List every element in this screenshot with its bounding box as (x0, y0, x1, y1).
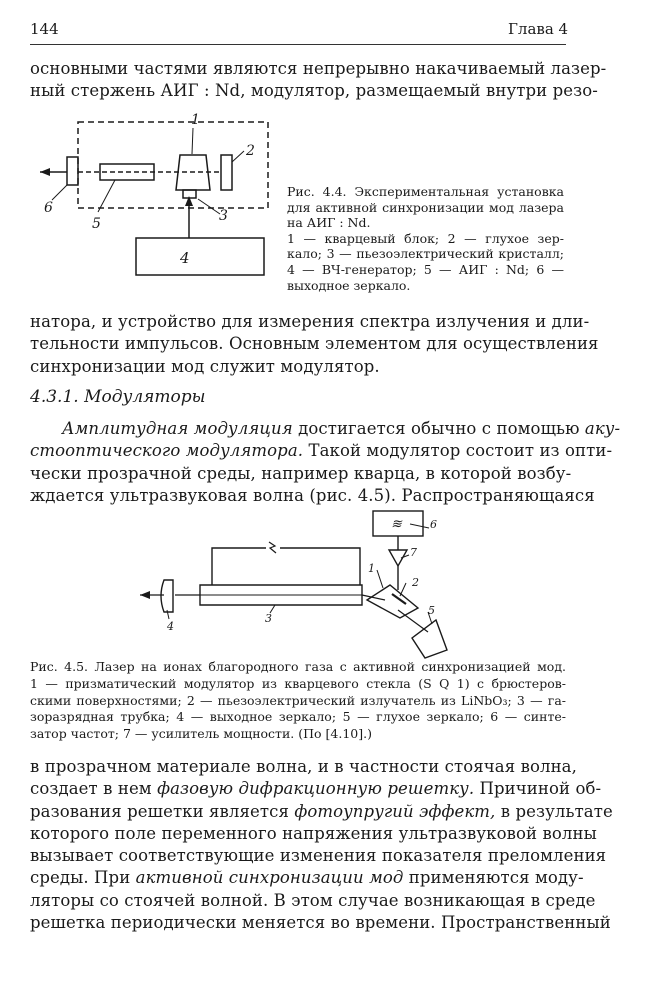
text-span: создает в нем (30, 779, 158, 799)
text-span: среды. При (30, 868, 136, 888)
text-line: чески прозрачной среды, например кварца, в которой возбу- (30, 463, 572, 483)
text-line (30, 778, 602, 800)
rear-mirror-5 (412, 620, 447, 658)
caption-line: на АИГ : Nd. (287, 215, 371, 231)
fig44-label-4: 4 (180, 249, 190, 267)
text-line (30, 801, 613, 823)
text-span: разования решетки является (30, 801, 295, 821)
text-line: которого поле переменного напряжения ультразвуковой волны (30, 823, 597, 843)
power-amplifier (389, 550, 407, 566)
fig45-label-1: 1 (368, 562, 375, 575)
text-span: Причиной об- (474, 779, 602, 799)
text-span: достигается обычно с помощью (292, 419, 585, 438)
text-line: синхронизации мод служит модулятор. (30, 356, 380, 376)
fig44-label-6: 6 (44, 200, 53, 216)
fig45-label-3: 3 (265, 612, 272, 625)
output-arrow-icon (140, 591, 150, 599)
paragraph-4 (30, 756, 613, 934)
piezo-transducer (392, 594, 406, 604)
text-line: основными частями являются непрерывно накачиваемый лазер- (30, 59, 607, 78)
caption-line: скими поверхностями; 2 — пьезоэлектрический излучатель из LiNbO₃; 3 — га- (30, 692, 566, 708)
fig45-label-4: 4 (167, 620, 174, 633)
text-line: ждается ультразвуковая волна (рис. 4.5). Распространяющаяся (30, 485, 595, 505)
section-heading: 4.3.1. Модуляторы (30, 387, 206, 407)
caption-line: 4 — ВЧ-генератор; 5 — АИГ : Nd; 6 — (287, 261, 564, 277)
text-line: решетка периодически меняется во времени. Пространственный (30, 913, 611, 933)
caption-line: Рис. 4.4. Экспериментальная установка (287, 184, 564, 199)
text-line: в прозрачном материале волна, и в частности стоячая волна, (30, 757, 577, 776)
caption-line: 1 — призматический модулятор из кварцевого стекла (S Q 1) с брюстеров- (30, 675, 566, 691)
page-number: 144 (30, 20, 59, 38)
fig44-label-2: 2 (246, 143, 255, 159)
emphasis: активной синхронизации мод (135, 868, 404, 888)
fig44-label-3: 3 (219, 208, 228, 224)
caption-line: зоразрядная трубка; 4 — выходное зеркало; 5 — глухое зеркало; 6 — синте- (30, 709, 566, 725)
text-span: применяются моду- (403, 868, 584, 888)
caption-line: затор частот; 7 — усилитель мощности. (По [4.10].) (30, 726, 372, 742)
emphasis: фазовую дифракционную решетку. (157, 779, 475, 799)
text-line: ный стержень АИГ : Nd, модулятор, размещаемый внутри резо- (30, 81, 598, 101)
caption-line: Рис. 4.5. Лазер на ионах благородного газа с активной синхронизацией мод. (30, 659, 566, 674)
wave-symbol-icon: ≋ (391, 517, 402, 532)
fig45-label-2: 2 (412, 576, 419, 589)
fig45-label-6: 6 (430, 518, 437, 531)
text-line: ляторы со стоячей волной. В этом случае возникающая в среде (30, 890, 596, 910)
prism-modulator (367, 585, 418, 618)
emphasis: фотоупругий эффект, (294, 801, 496, 821)
emphasis: Амплитудная модуляция (62, 419, 293, 438)
fig45-label-5: 5 (428, 604, 435, 617)
figure-4-5-caption (30, 659, 566, 743)
text-line: тельности импульсов. Основным элементом для осуществления (30, 334, 599, 354)
caption-line: для активной синхронизации мод лазера (287, 199, 564, 215)
caption-line: кало; 3 — пьезоэлектрический кристалл; (287, 246, 564, 262)
caption-line: 1 — кварцевый блок; 2 — глухое зер- (287, 230, 564, 246)
text-line: вызывает соответствующие изменения показателя преломления (30, 846, 607, 866)
discharge-electrodes (212, 548, 360, 585)
text-span: Такой модулятор состоит из опти- (303, 441, 613, 461)
text-line (30, 867, 584, 889)
caption-line: выходное зеркало. (287, 277, 411, 293)
fig45-label-7: 7 (410, 546, 417, 559)
output-mirror-4 (161, 580, 173, 612)
text-line: натора, и устройство для измерения спектра излучения и дли- (30, 312, 590, 331)
emphasis: стооптического модулятора. (30, 441, 304, 461)
chapter-title: Глава 4 (508, 20, 569, 38)
fig44-label-5: 5 (92, 216, 101, 232)
text-span: в результате (495, 801, 613, 821)
emphasis: аку- (584, 419, 621, 438)
lightning-icon (269, 542, 276, 553)
fig44-label-1: 1 (191, 112, 200, 128)
